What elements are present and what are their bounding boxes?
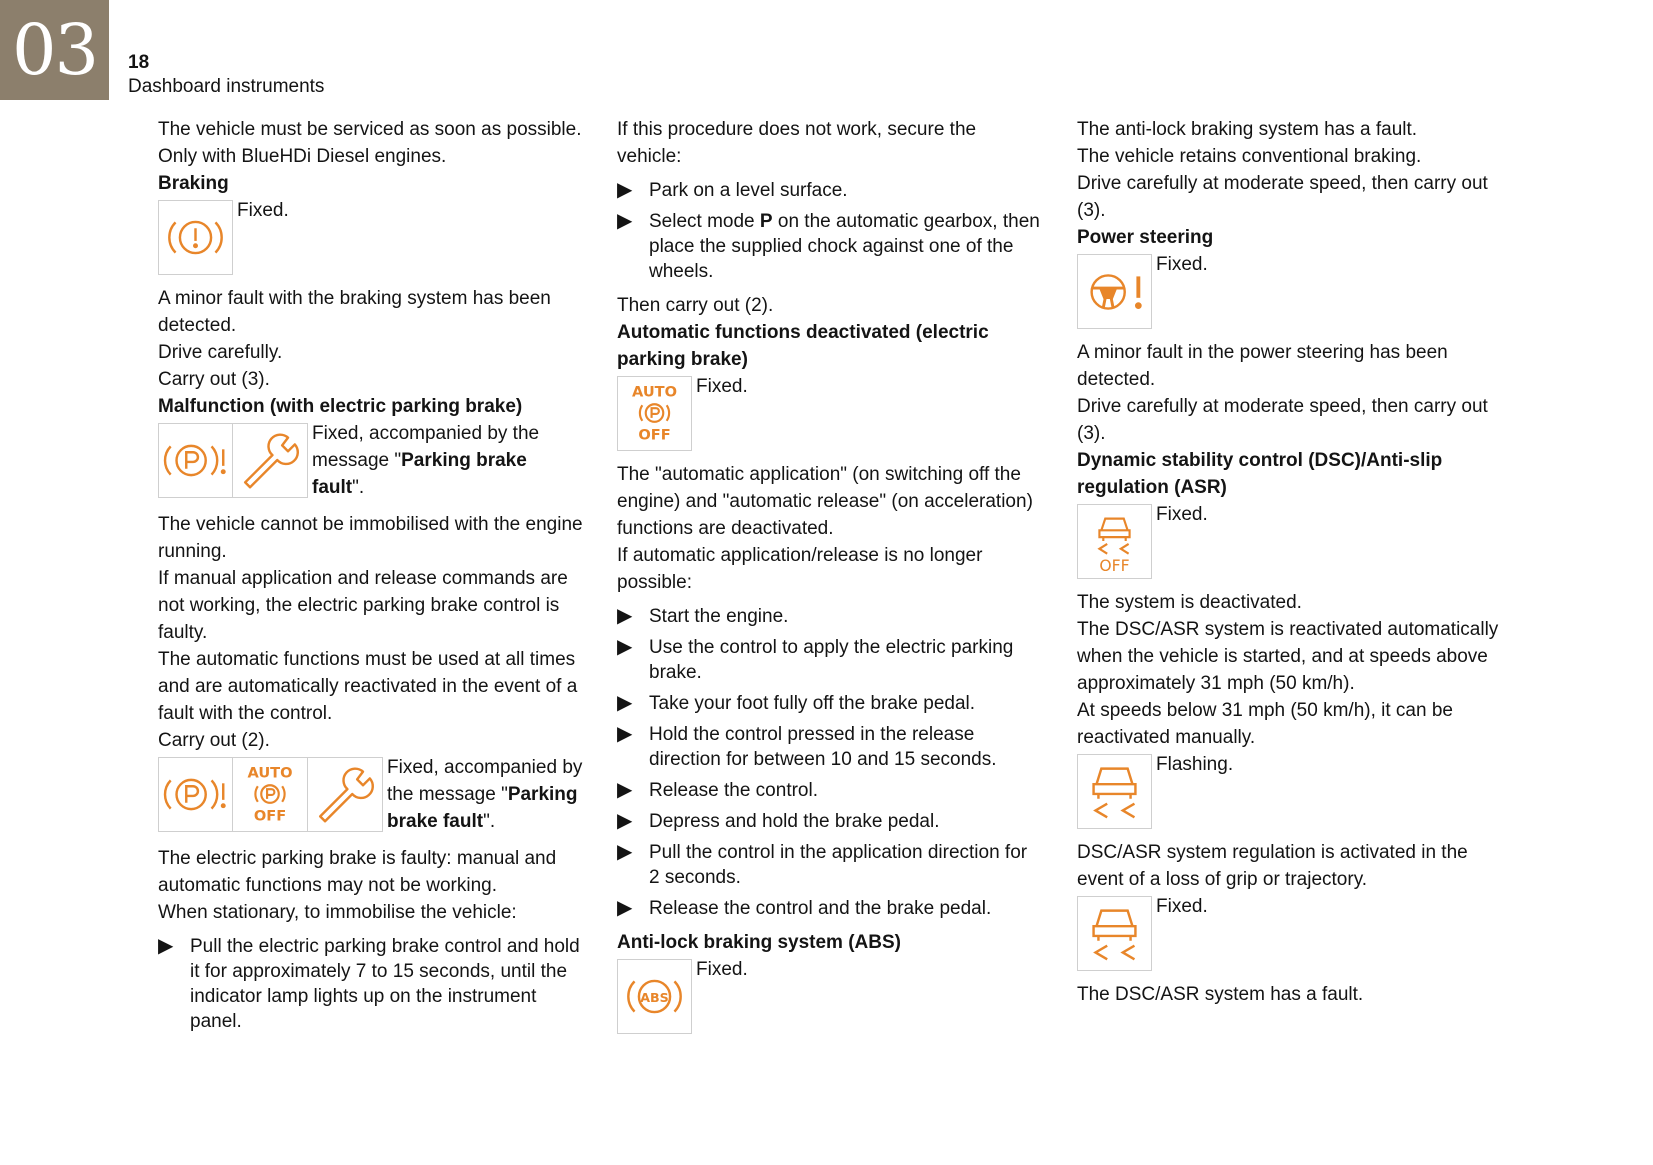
play-triangle-bullet-icon: ▶	[617, 605, 633, 627]
malfunction-2-message: Fixed, accompanied by the message "Parking brake fault".	[387, 757, 583, 832]
braking-indicator-row	[158, 200, 583, 275]
malfunction-1-message: Fixed, accompanied by the message "Parking brake fault".	[312, 423, 540, 498]
dsc-off-state: Fixed.	[1156, 504, 1208, 525]
paragraph: Drive carefully at moderate speed, then carry out (3).	[1077, 396, 1488, 444]
svg-text:OFF: OFF	[638, 426, 671, 444]
play-triangle-bullet-icon: ▶	[617, 897, 633, 919]
list-item-text: Release the control and the brake pedal.	[649, 898, 992, 919]
list-item-text: Park on a level surface.	[649, 180, 848, 201]
paragraph: The vehicle cannot be immobilised with the engine running.	[158, 514, 583, 562]
paragraph: Carry out (2).	[158, 730, 270, 751]
paragraph: The DSC/ASR system has a fault.	[1077, 984, 1364, 1005]
dsc-fixed-state: Fixed.	[1156, 896, 1208, 917]
svg-text:AUTO: AUTO	[247, 764, 293, 782]
dsc-fixed-indicator-row	[1077, 896, 1507, 971]
paragraph: The "automatic application" (on switching off the engine) and "automatic release" (on acceleration) functions are deactivated.	[617, 464, 1033, 539]
svg-text:OFF: OFF	[253, 807, 287, 825]
svg-text:OFF: OFF	[1099, 557, 1130, 576]
paragraph: The electric parking brake is faulty: manual and automatic functions may not be working.	[158, 848, 557, 896]
list-item	[617, 604, 1042, 629]
list-item-text: Release the control.	[649, 780, 818, 801]
play-triangle-bullet-icon: ▶	[617, 810, 633, 832]
bullet-list	[158, 934, 583, 1034]
play-triangle-bullet-icon: ▶	[617, 841, 633, 863]
paragraph: If this procedure does not work, secure the vehicle:	[617, 119, 977, 167]
list-item	[158, 934, 583, 1034]
svg-text:ABS: ABS	[640, 989, 669, 1005]
paragraph: Then carry out (2).	[617, 295, 774, 316]
list-item	[617, 840, 1042, 890]
dsc-asr-icon	[1077, 896, 1152, 971]
play-triangle-bullet-icon: ▶	[617, 723, 633, 745]
parking-brake-auto-off-icon	[617, 376, 692, 451]
abs-state: Fixed.	[696, 959, 748, 980]
list-item	[617, 809, 1042, 834]
malfunction-indicator-row-1	[158, 423, 583, 501]
abs-indicator-row	[617, 959, 1042, 1034]
column-3	[1077, 116, 1507, 1008]
paragraph: The vehicle must be serviced as soon as possible.	[158, 119, 582, 140]
list-item	[617, 896, 1042, 921]
list-item	[617, 778, 1042, 803]
paragraph: If manual application and release commands are not working, the electric parking brake control is faulty.	[158, 568, 568, 643]
dsc-asr-off-icon	[1077, 504, 1152, 579]
paragraph: The DSC/ASR system is reactivated automatically when the vehicle is started, and at speeds above approximately 31 mph (50 km/h).	[1077, 619, 1499, 694]
parking-brake-fault-icon	[158, 423, 233, 498]
paragraph: Only with BlueHDi Diesel engines.	[158, 146, 447, 167]
list-item-text: Take your foot fully off the brake pedal.	[649, 693, 976, 714]
braking-state: Fixed.	[237, 200, 289, 221]
page-number: 18	[128, 52, 150, 73]
paragraph: A minor fault with the braking system has been detected.	[158, 288, 551, 336]
svg-text:AUTO: AUTO	[631, 383, 678, 401]
abs-heading: Anti-lock braking system (ABS)	[617, 932, 901, 953]
paragraph: Carry out (3).	[158, 369, 270, 390]
play-triangle-bullet-icon: ▶	[617, 636, 633, 658]
paragraph: The vehicle retains conventional braking.	[1077, 146, 1422, 167]
power-steering-heading: Power steering	[1077, 227, 1214, 248]
list-item	[617, 722, 1042, 772]
column-2	[617, 116, 1042, 1044]
dsc-asr-icon	[1077, 754, 1152, 829]
list-item	[617, 209, 1042, 284]
paragraph: The automatic functions must be used at all times and are automatically reactivated in the event of a fault with the control.	[158, 649, 578, 724]
play-triangle-bullet-icon: ▶	[158, 935, 174, 957]
play-triangle-bullet-icon: ▶	[617, 692, 633, 714]
paragraph: Drive carefully at moderate speed, then carry out (3).	[1077, 173, 1488, 221]
paragraph: When stationary, to immobilise the vehicle:	[158, 902, 517, 923]
dsc-asr-heading: Dynamic stability control (DSC)/Anti-slip regulation (ASR)	[1077, 450, 1443, 498]
paragraph: DSC/ASR system regulation is activated in the event of a loss of grip or trajectory.	[1077, 842, 1468, 890]
paragraph: If automatic application/release is no longer possible:	[617, 545, 983, 593]
wrench-icon	[308, 757, 383, 832]
paragraph: The system is deactivated.	[1077, 592, 1302, 613]
paragraph: The anti-lock braking system has a fault.	[1077, 119, 1418, 140]
list-item-text: Select mode P on the automatic gearbox, then place the supplied chock against one of the wheels.	[649, 211, 1040, 282]
paragraph: A minor fault in the power steering has been detected.	[1077, 342, 1448, 390]
bullet-list	[617, 178, 1042, 284]
list-item	[617, 635, 1042, 685]
list-item-text: Pull the control in the application direction for 2 seconds.	[649, 842, 1028, 888]
wrench-icon	[233, 423, 308, 498]
power-steering-warning-icon	[1077, 254, 1152, 329]
list-item	[617, 691, 1042, 716]
braking-heading: Braking	[158, 173, 229, 194]
list-item-text: Hold the control pressed in the release direction for between 10 and 15 seconds.	[649, 724, 997, 770]
play-triangle-bullet-icon: ▶	[617, 179, 633, 201]
auto-off-indicator-row	[617, 376, 1042, 451]
chapter-tab: 03	[0, 0, 109, 100]
abs-icon	[617, 959, 692, 1034]
dsc-off-indicator-row	[1077, 504, 1507, 579]
parking-brake-auto-off-icon	[233, 757, 308, 832]
list-item-text: Depress and hold the brake pedal.	[649, 811, 940, 832]
list-item	[617, 178, 1042, 203]
play-triangle-bullet-icon: ▶	[617, 210, 633, 232]
steps-list	[617, 604, 1042, 921]
automatic-functions-heading: Automatic functions deactivated (electric parking brake)	[617, 322, 989, 370]
column-1	[158, 116, 583, 1042]
list-item-text: Use the control to apply the electric parking brake.	[649, 637, 1014, 683]
malfunction-indicator-row-2	[158, 757, 583, 835]
paragraph: Drive carefully.	[158, 342, 283, 363]
parking-brake-fault-icon	[158, 757, 233, 832]
play-triangle-bullet-icon: ▶	[617, 779, 633, 801]
section-title: Dashboard instruments	[128, 76, 325, 97]
list-item-text: Start the engine.	[649, 606, 789, 627]
auto-off-state: Fixed.	[696, 376, 748, 397]
paragraph: At speeds below 31 mph (50 km/h), it can be reactivated manually.	[1077, 700, 1453, 748]
dsc-flashing-state: Flashing.	[1156, 754, 1234, 775]
malfunction-heading: Malfunction (with electric parking brake)	[158, 396, 523, 417]
power-steering-indicator-row	[1077, 254, 1507, 329]
power-steering-state: Fixed.	[1156, 254, 1208, 275]
list-item-text: Pull the electric parking brake control and hold it for approximately 7 to 15 seconds, until the indicator lamp lights up on the instrument panel.	[190, 936, 580, 1032]
brake-warning-icon	[158, 200, 233, 275]
dsc-flashing-indicator-row	[1077, 754, 1507, 829]
